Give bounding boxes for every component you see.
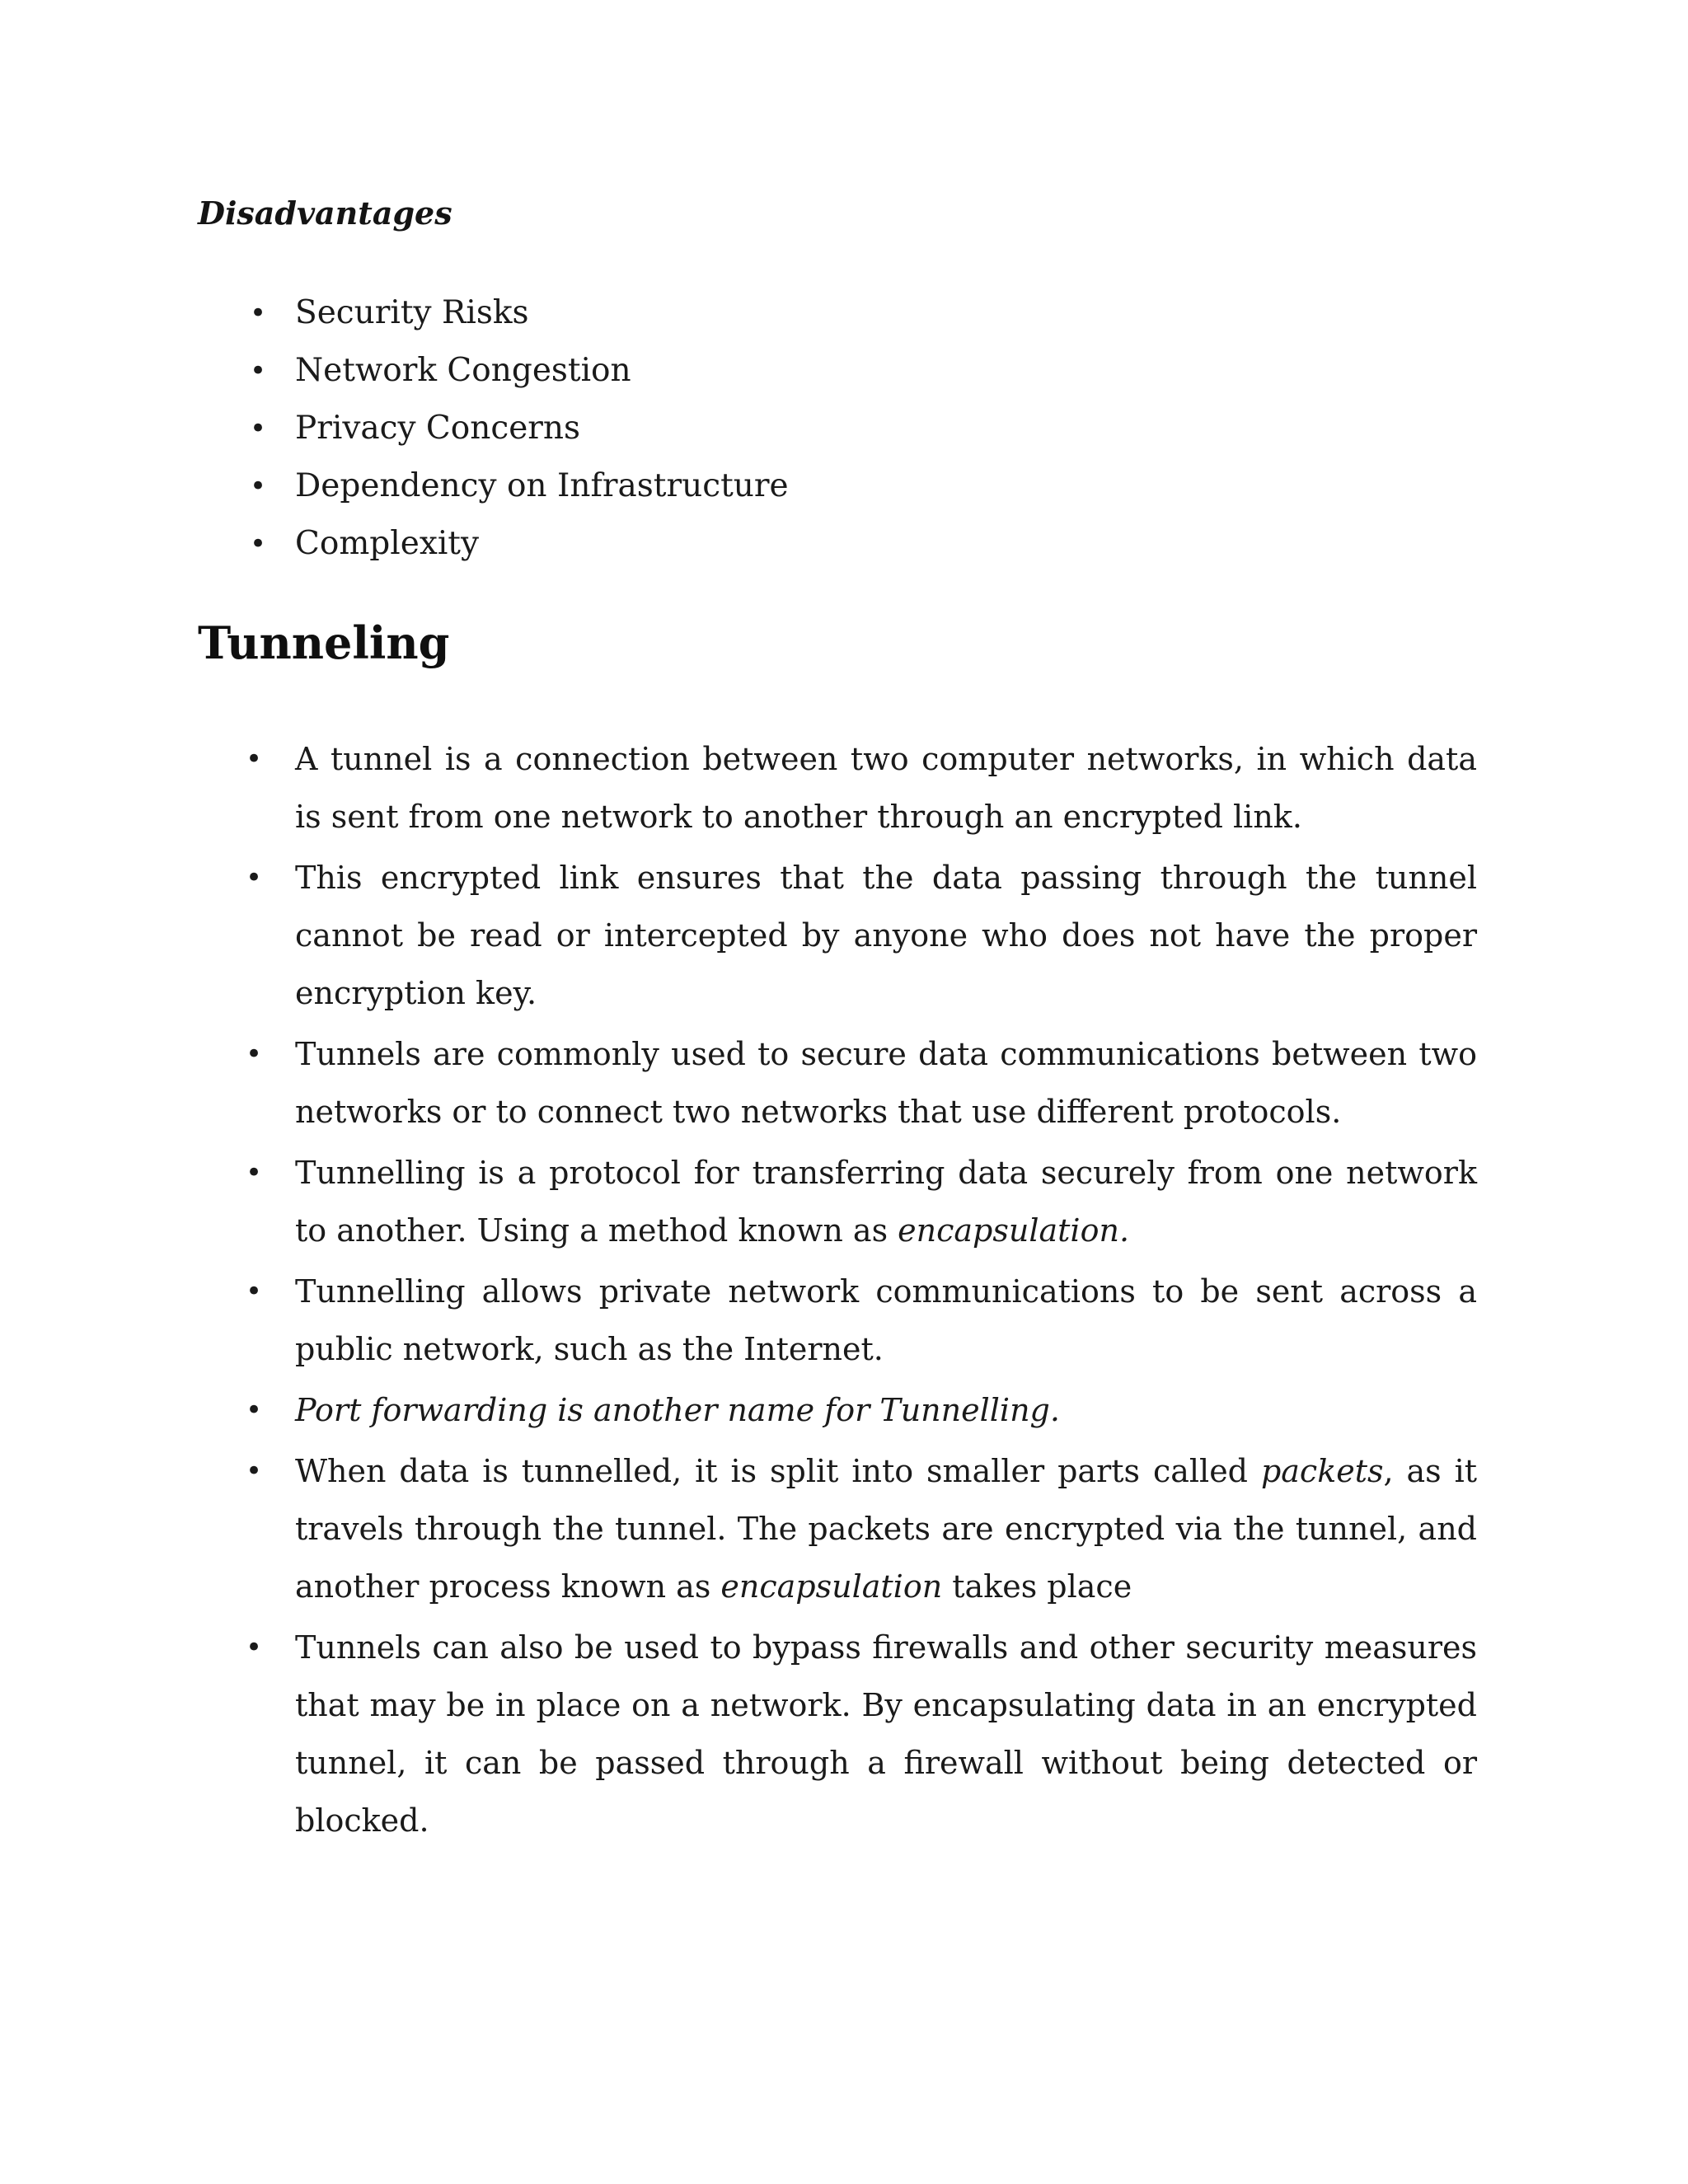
emphasis-text: encapsulation.	[898, 1212, 1130, 1249]
list-item-text: Dependency on Infrastructure	[295, 467, 789, 504]
list-item-text: When data is tunnelled, it is split into smaller parts called	[295, 1453, 1261, 1489]
list-item-text: Security Risks	[295, 294, 529, 331]
bullet-icon: •	[249, 297, 267, 330]
emphasis-text: encapsulation	[720, 1568, 943, 1605]
list-item-text: Tunnels are commonly used to secure data communications between two networks or to connect two networks that use different protocols.	[295, 1036, 1477, 1130]
tunneling-list	[198, 730, 1477, 1853]
emphasis-text: packets	[1260, 1453, 1384, 1489]
bullet-icon: •	[246, 1394, 263, 1427]
tunneling-heading: Tunneling	[198, 616, 450, 669]
list-item	[198, 849, 1477, 1022]
list-item-text: Privacy Concerns	[295, 410, 581, 447]
list-item	[198, 284, 1022, 342]
list-item-text: , as it travels through the tunnel. The packets are encrypted via the tunnel, and another process known as	[295, 1453, 1477, 1605]
list-item	[198, 1442, 1477, 1615]
bullet-icon: •	[249, 527, 267, 560]
list-item	[198, 400, 1022, 457]
list-item-text: A tunnel is a connection between two computer networks, in which data is sent from one network to another through an encrypted link.	[295, 741, 1477, 835]
list-item	[198, 730, 1477, 846]
bullet-icon: •	[246, 1275, 263, 1308]
list-item-text: Complexity	[295, 525, 479, 562]
bullet-icon: •	[246, 1455, 263, 1488]
list-item	[198, 457, 1022, 515]
bullet-icon: •	[246, 743, 263, 776]
list-item-text: Tunnels can also be used to bypass firewalls and other security measures that may be in place on a network. By encapsulating data in an encrypted tunnel, it can be passed through a firewall without being detected or blocked.	[295, 1629, 1477, 1839]
bullet-icon: •	[246, 1038, 263, 1071]
disadvantages-title: Disadvantages	[198, 194, 452, 232]
bullet-icon: •	[249, 412, 267, 445]
emphasis-text: Port forwarding is another name for Tunnelling.	[295, 1392, 1060, 1428]
bullet-icon: •	[246, 1156, 263, 1189]
list-item-text: Network Congestion	[295, 352, 631, 389]
list-item-text: takes place	[942, 1568, 1132, 1605]
bullet-icon: •	[246, 861, 263, 894]
list-item	[198, 342, 1022, 400]
bullet-icon: •	[246, 1631, 263, 1664]
list-item-text: Tunnelling allows private network communications to be sent across a public network, such as the Internet.	[295, 1273, 1477, 1367]
list-item	[198, 515, 1022, 573]
disadvantages-list	[198, 284, 1022, 573]
bullet-icon: •	[249, 354, 267, 387]
list-item	[198, 1263, 1477, 1378]
list-item	[198, 1619, 1477, 1849]
list-item-text: This encrypted link ensures that the data passing through the tunnel cannot be read or intercepted by anyone who does not have the proper encryption key.	[295, 860, 1477, 1011]
list-item	[198, 1381, 1477, 1439]
list-item	[198, 1025, 1477, 1141]
list-item-text: Tunnelling is a protocol for transferring data securely from one network to another. Using a method known as	[295, 1155, 1477, 1249]
list-item	[198, 1144, 1477, 1259]
bullet-icon: •	[249, 470, 267, 503]
